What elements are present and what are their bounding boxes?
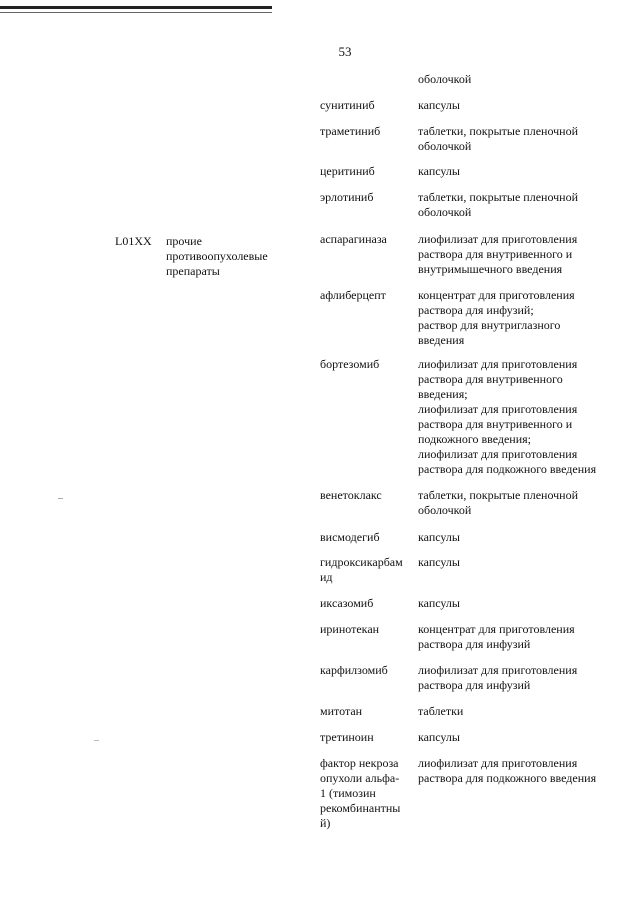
atc-group-name: прочие противоопухолевые препараты (166, 234, 268, 278)
dosage-form: капсулы (418, 596, 460, 610)
dosage-form: таблетки, покрытые пленочной оболочкой (418, 190, 579, 219)
dosage-form: таблетки, покрытые пленочной оболочкой (418, 488, 579, 517)
margin-mark (94, 740, 99, 741)
drug-name: церитиниб (320, 164, 375, 178)
drug-name: афлиберцепт (320, 288, 386, 302)
page-number: 53 (338, 44, 352, 59)
dosage-form: таблетки, покрытые пленочной оболочкой (418, 124, 579, 153)
header-rule-thick (0, 6, 272, 9)
continuation-form: оболочкой (418, 72, 472, 86)
dosage-form: лиофилизат для приготовления раствора для внутривенного и внутримышечного введения (418, 232, 578, 276)
drug-name: карфилзомиб (320, 663, 388, 677)
dosage-form: концентрат для приготовления раствора для инфузий; раствор для внутриглазного введения (418, 288, 575, 347)
drug-name: иксазомиб (320, 596, 374, 610)
drug-name: иринотекан (320, 622, 380, 636)
drug-name: фактор некроза опухоли альфа- 1 (тимозин рекомбинантны й) (320, 756, 401, 830)
drug-name: гидроксикарбам ид (320, 555, 403, 584)
dosage-form: капсулы (418, 530, 460, 544)
dosage-form: капсулы (418, 98, 460, 112)
drug-name: траметиниб (320, 124, 381, 138)
dosage-form: капсулы (418, 555, 460, 569)
drug-name: третиноин (320, 730, 374, 744)
margin-mark (58, 498, 63, 499)
drug-name: сунитиниб (320, 98, 375, 112)
dosage-form: концентрат для приготовления раствора для инфузий (418, 622, 575, 651)
drug-name: бортезомиб (320, 357, 380, 371)
drug-name: висмодегиб (320, 530, 380, 544)
drug-name: аспарагиназа (320, 232, 387, 246)
dosage-form: лиофилизат для приготовления раствора для внутривенного введения; лиофилизат для приготовления раствора для внутривенного и подкожного введения; лиофилизат для приготовления раствора для подкожного введения (418, 357, 597, 476)
atc-code: L01XX (115, 234, 152, 248)
dosage-form: лиофилизат для приготовления раствора для инфузий (418, 663, 578, 692)
header-rule-thin (0, 12, 272, 13)
dosage-form: капсулы (418, 730, 460, 744)
dosage-form: таблетки (418, 704, 464, 718)
dosage-form: лиофилизат для приготовления раствора для подкожного введения (418, 756, 597, 785)
drug-name: эрлотиниб (320, 190, 374, 204)
drug-name: митотан (320, 704, 363, 718)
drug-name: венетоклакс (320, 488, 382, 502)
dosage-form: капсулы (418, 164, 460, 178)
